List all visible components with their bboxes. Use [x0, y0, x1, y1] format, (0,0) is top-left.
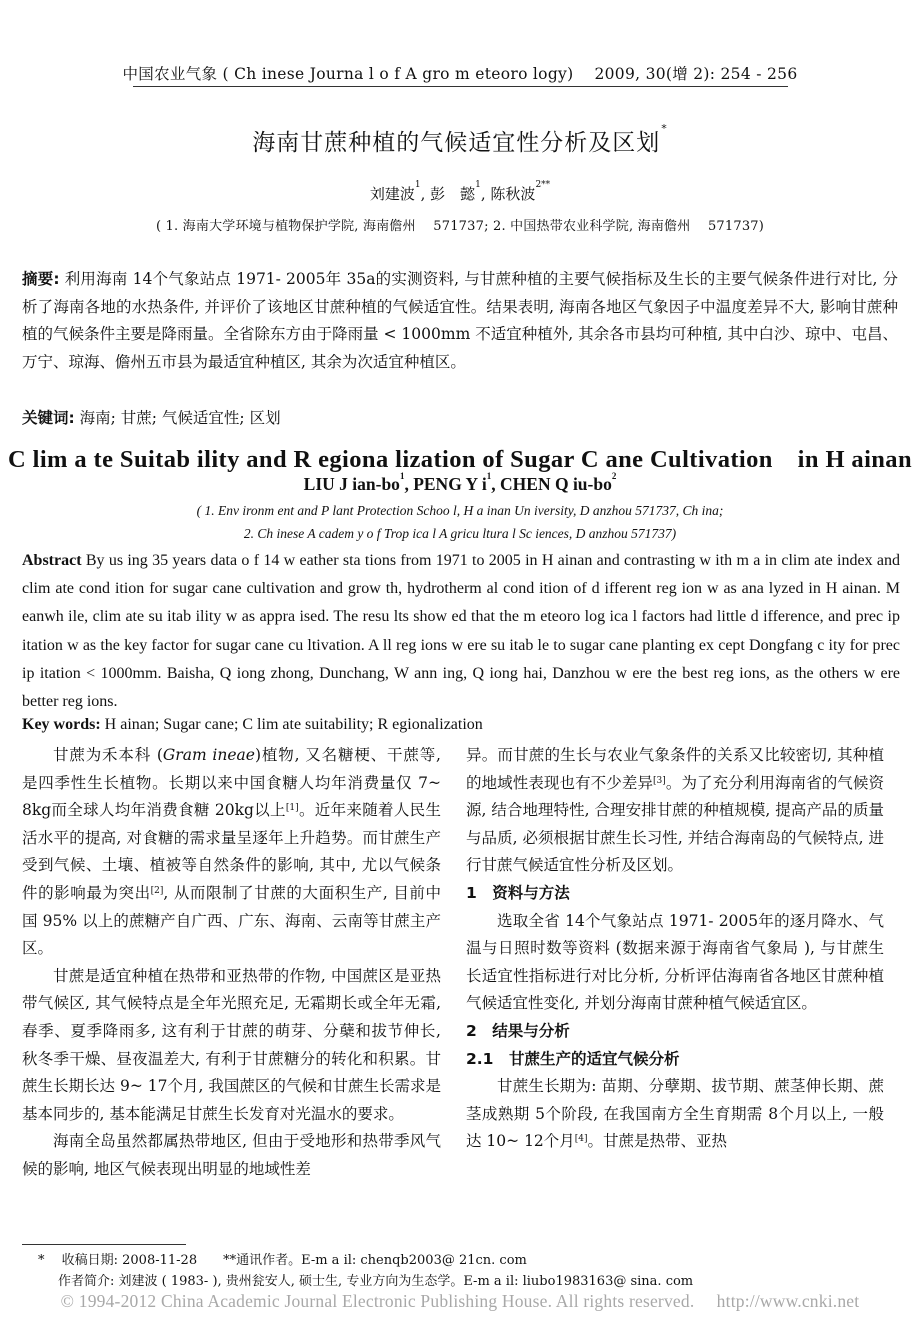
footnote-line: 作者简介: 刘建波 ( 1983- ), 贵州瓮安人, 硕士生, 专业方向为生态学。E-m a il: liubo1983163@ sina. com — [58, 1274, 694, 1289]
author-name: 刘建波 — [369, 185, 415, 203]
keywords-en-text: H ainan; Sugar cane; C lim ate suitability; R egionalization — [100, 716, 483, 733]
body-left-column — [22, 742, 441, 1184]
authors-cn — [0, 180, 920, 204]
author-sep: , — [491, 474, 501, 494]
body-paragraph — [22, 742, 441, 963]
citation: [1] — [285, 803, 299, 814]
keywords-en-label: Key words: — [22, 716, 101, 733]
abstract-en — [22, 547, 900, 716]
keywords-cn — [22, 406, 898, 430]
abstract-cn — [22, 266, 898, 376]
keywords-cn-text: 海南; 甘蔗; 气候适宜性; 区划 — [74, 409, 281, 427]
subsection-heading: 2.1 甘蔗生产的适宜气候分析 — [466, 1049, 680, 1068]
paper-title-text: 海南甘蔗种植的气候适宜性分析及区划 — [252, 130, 661, 156]
author-sup: 1 — [475, 180, 481, 190]
text-run: , 从而限制了甘蔗的大面积生产, 目前中国 95% 以上的蔗糖产自广西、广东、海南、云南等甘蔗主产区。 — [22, 883, 441, 958]
text-run: 甘蔗生长期为: 苗期、分孽期、拔节期、蔗茎伸长期、蔗茎成熟期 5个阶段, 在我国南方全生育期需 8个月以上, 一般达 10~ 12个月 — [466, 1077, 884, 1151]
author-name: 彭 懿 — [430, 185, 476, 203]
body-paragraph — [466, 742, 884, 880]
author-en-sup: 2 — [611, 471, 617, 481]
author-name: 陈秋波 — [490, 185, 536, 203]
author-en-sup: 1 — [486, 471, 492, 481]
header-rule — [133, 86, 788, 87]
citation: [4] — [574, 1134, 588, 1145]
affiliation-cn: ( 1. 海南大学环境与植物保护学院, 海南儋州 571737; 2. 中国热带农业科学院, 海南儋州 571737) — [155, 219, 765, 234]
keywords-cn-label: 关键词: — [22, 409, 75, 427]
section-heading: 2 结果与分析 — [466, 1021, 570, 1040]
author-sep: , — [480, 185, 491, 203]
section-heading: 1 资料与方法 — [466, 883, 570, 902]
abstract-en-label: Abstract — [22, 552, 82, 569]
citation: [3] — [653, 775, 666, 786]
text-run: 异。而甘蔗的生长与农业气象条件的关系又比较密切, 其种植的地域性表现也有不少差异 — [466, 746, 884, 792]
abstract-cn-label: 摘要: — [22, 270, 60, 288]
text-run: )植物, 又名糖梗、干蔗等, 是四季性生长植物。长期以来中国食糖人均年消费量仅 7~ 8kg而全球人均年消费食糖 20kg以上 — [22, 746, 441, 820]
author-en: CHEN Q iu-bo — [500, 474, 612, 494]
affiliation-en-line1: ( 1. Env ironm ent and P lant Protection Schoo l, H a inan Un iversity, D anzhou 571737, Ch ina; — [196, 503, 724, 518]
author-en: PENG Y i — [413, 474, 487, 494]
footnotes — [38, 1250, 898, 1292]
footnote-rule — [22, 1244, 186, 1245]
copyright-watermark: © 1994-2012 China Academic Journal Electronic Publishing House. All rights reserved. http://www.cnki.net — [60, 1291, 860, 1311]
footnote-line: * 收稿日期: 2008-11-28 **通讯作者。E-m a il: chenqb2003@ 21cn. com — [38, 1253, 527, 1268]
keywords-en — [22, 712, 898, 738]
citation: [2] — [150, 885, 164, 896]
text-run: 甘蔗为禾本科 ( — [53, 746, 163, 764]
body-paragraph — [466, 1073, 884, 1156]
body-right-column — [466, 742, 884, 1156]
authors-en — [0, 471, 920, 495]
author-sup: 2** — [535, 180, 551, 190]
author-en: LIU J ian-bo — [303, 474, 400, 494]
latin-name: Gram ineae — [162, 746, 255, 764]
abstract-cn-text: 利用海南 14个气象站点 1971- 2005年 35a的实测资料, 与甘蔗种植的主要气候指标及生长的主要气候条件进行对比, 分析了海南各地的水热条件, 并评价了该地区甘蔗种植的气候适宜性。结果表明, 海南各地区气象因子中温度差异不大, 影响甘蔗种植的气候条件主要是降雨量。全省除东方由于降雨量 < 1000mm 不适宜种植外, 其余各市县均可种植, 其中白沙、琼中、屯昌、万宁、琼海、儋州五市县为最适宜种植区, 其余为次适宜种植区。 — [22, 270, 898, 371]
author-en-sup: 1 — [399, 471, 405, 481]
text-run: 。甘蔗是热带、亚热 — [587, 1132, 728, 1151]
author-sup: 1 — [414, 180, 421, 190]
body-paragraph: 甘蔗是适宜种植在热带和亚热带的作物, 中国蔗区是亚热带气候区, 其气候特点是全年光照充足, 无霜期长或全年无霜, 春季、夏季降雨多, 这有利于甘蔗的萌芽、分蘖和拔节伸长, 秋冬季干燥、昼夜温差大, 有利于甘蔗糖分的转化和积累。甘蔗生长期长达 9~ 17个月, 我国蔗区的气候和甘蔗生长需求是基本同步的, 基本能满足甘蔗生长发育对光温水的要求。 — [22, 966, 441, 1123]
abstract-en-text: By us ing 35 years data o f 14 w eather sta tions from 1971 to 2005 in H ainan and contrasting w ith m a in clim ate index and clim ate cond ition for sugar cane cultivation and grow th, hydrotherm al cond ition of d ifferent reg ion w as ana lyzed in H ainan. M eanwh ile, clim ate su itab ility w as appra ised. The resu lts show ed that the m eteoro log ica l factors had little d ifference, and prec ip itation w as the key factor for sugar cane cu ltivation. A ll reg ions w ere su itab le to sugar cane planting ex cept Dongfang c ity for prec ip itation < 1000mm. Baisha, Q iong zhong, Dunchang, W ann ing, Q iong hai, Danzhou w ere the best reg ions, as the others w ere better reg ions. — [22, 552, 900, 711]
author-sep: , — [404, 474, 414, 494]
affiliation-en-line2: 2. Ch inese A cadem y o f Trop ica l A gricu ltura l Sc iences, D anzhou 571737) — [243, 526, 677, 541]
text-run: 。近年来随着人民生活水平的提高, 对食糖的需求量呈逐年上升趋势。而甘蔗生产受到气候、土壤、植被等自然条件的影响, 其中, 尤以气候条件的影响最为突出 — [22, 801, 441, 902]
body-paragraph: 海南全岛虽然都属热带地区, 但由于受地形和热带季风气候的影响, 地区气候表现出明显的地域性差 — [22, 1132, 441, 1178]
english-title: C lim a te Suitab ility and R egiona lization of Sugar C ane Cultivation in H ainan — [8, 446, 912, 473]
title-footnote-mark: * — [661, 122, 668, 135]
journal-header: 中国农业气象 ( Ch inese Journa l o f A gro m eteoro logy) 2009, 30(增 2): 254 - 256 — [122, 65, 798, 83]
paper-title — [0, 124, 920, 157]
text-run: 。为了充分利用海南省的气候资源, 结合地理特性, 合理安排甘蔗的种植规模, 提高产品的质量与品质, 必须根据甘蔗生长习性, 并结合海南岛的气候特点, 进行甘蔗气候适宜性分析及区划。 — [466, 773, 884, 875]
body-paragraph: 选取全省 14个气象站点 1971- 2005年的逐月降水、气温与日照时数等资料 (数据来源于海南省气象局 ), 与甘蔗生长适宜性指标进行对比分析, 分析评估海南省各地区甘蔗种植气候适宜性变化, 并划分海南甘蔗种植气候适宜区。 — [466, 911, 884, 1013]
author-sep: , — [420, 185, 431, 203]
